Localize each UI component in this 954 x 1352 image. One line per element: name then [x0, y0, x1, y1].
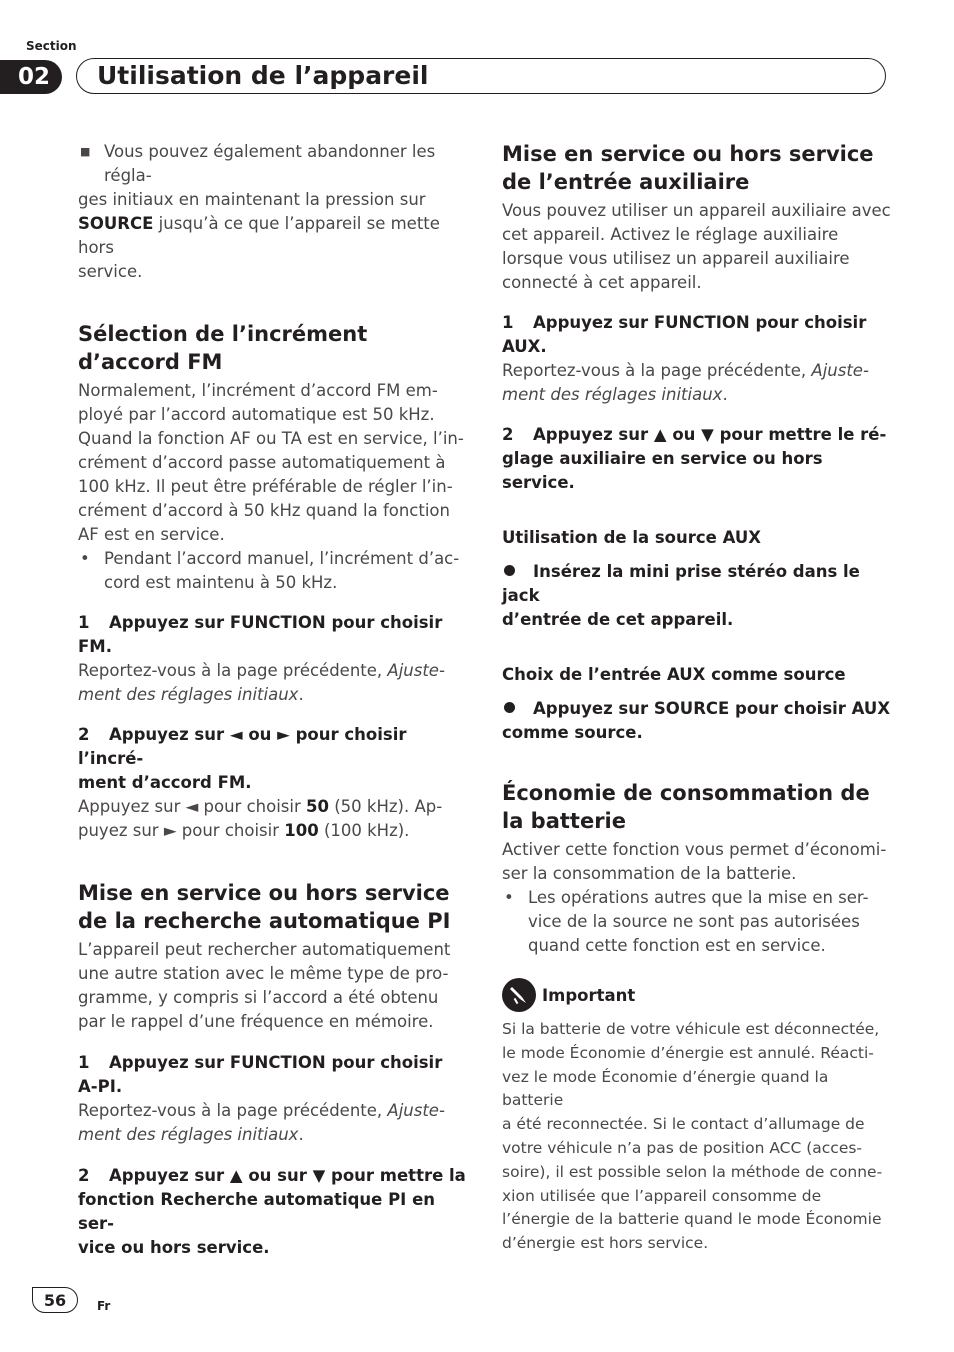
pi-step-1 — [78, 1051, 470, 1099]
heading-aux-input — [502, 140, 894, 196]
text-line: a été reconnectée. Si le contact d’allumage de — [502, 1115, 865, 1134]
step-text: Appuyez sur FUNCTION pour choisir — [109, 1053, 443, 1072]
text-line: votre véhicule n’a pas de position ACC (acces- — [502, 1138, 863, 1157]
use-aux-instruction — [502, 560, 894, 632]
ref-text: . — [298, 1125, 304, 1144]
text-line: xion utilisée que l’appareil consomme de — [502, 1186, 822, 1205]
step-text: Appuyez sur ▲ ou sur ▼ pour mettre la — [109, 1166, 466, 1185]
step-number: 2 — [78, 1166, 90, 1185]
text-line: Vous pouvez utiliser un appareil auxiliaire avec — [502, 201, 891, 220]
text-line: par le rappel d’une fréquence en mémoire. — [78, 1012, 434, 1031]
text-line: Quand la fonction AF ou TA est en service, l’in- — [78, 429, 464, 448]
section-number-badge: 02 — [0, 60, 62, 94]
note-line — [78, 212, 470, 260]
heading-line: de l’entrée auxiliaire — [502, 170, 750, 194]
left-column — [78, 140, 470, 1260]
value-100: 100 — [284, 821, 319, 840]
note-line: Vous pouvez également abandonner les régla- — [104, 142, 436, 185]
heading-line: Mise en service ou hors service — [78, 881, 450, 905]
heading-line: Économie de consommation de — [502, 781, 870, 805]
text-line: 100 kHz. Il peut être préférable de régler l’in- — [78, 477, 453, 496]
step-text: Appuyez sur FUNCTION pour choisir — [109, 613, 443, 632]
detail-text: Appuyez sur ◄ pour choisir — [78, 797, 307, 816]
ref-link-text: Ajuste- — [387, 661, 445, 680]
heading-battery-saving — [502, 779, 894, 835]
text-line: crément d’accord à 50 kHz quand la fonction — [78, 501, 450, 520]
heading-line: la batterie — [502, 809, 627, 833]
step-text: ment d’accord FM. — [78, 773, 252, 792]
step-text: FM. — [78, 637, 112, 656]
ref-text: Reportez-vous à la page précédente, — [502, 361, 812, 380]
text-line: Si la batterie de votre véhicule est déconnectée, — [502, 1020, 880, 1038]
step-number: 2 — [78, 725, 90, 744]
ref-text: . — [298, 685, 304, 704]
important-paragraph — [502, 1018, 894, 1256]
detail-text: (100 kHz). — [318, 821, 410, 840]
detail-text: (50 kHz). Ap- — [328, 797, 443, 816]
fm-step-2-detail — [78, 795, 470, 843]
step-number: 1 — [78, 1053, 90, 1072]
eco-bullet — [502, 886, 894, 958]
square-bullet-icon: ■ — [80, 145, 91, 158]
text-line: gramme, y compris si l’accord a été obtenu — [78, 988, 439, 1007]
step-text: fonction Recherche automatique PI en ser- — [78, 1190, 436, 1233]
step-number: 1 — [502, 313, 514, 332]
heading-use-aux: Utilisation de la source AUX — [502, 528, 761, 547]
step-text: A-PI. — [78, 1077, 123, 1096]
text-line: Normalement, l’incrément d’accord FM em- — [78, 381, 438, 400]
bullet-dot-icon: • — [504, 888, 514, 907]
pi-step-2 — [78, 1164, 470, 1260]
important-label: Important — [542, 985, 636, 1005]
note-line: ges initiaux en maintenant la pression sur — [78, 190, 426, 209]
text-line: cet appareil. Activez le réglage auxiliaire — [502, 225, 839, 244]
text-line: Les opérations autres que la mise en ser- — [528, 888, 869, 907]
step-number: 2 — [502, 425, 514, 444]
ref-link-text: ment des réglages initiaux — [78, 685, 299, 704]
heading-line: d’accord FM — [78, 350, 223, 374]
important-pen-icon — [502, 978, 536, 1012]
pi-paragraph — [78, 938, 470, 1034]
ref-text: . — [722, 385, 728, 404]
text-line: vez le mode Économie d’énergie quand la batterie — [502, 1067, 829, 1110]
ref-text: Reportez-vous à la page précédente, — [78, 661, 388, 680]
step-text: Appuyez sur ◄ ou ► pour choisir l’incré- — [78, 725, 407, 768]
fm-paragraph — [78, 379, 470, 547]
ref-link-text: Ajuste- — [387, 1101, 445, 1120]
aux-paragraph — [502, 199, 894, 295]
text-line: L’appareil peut rechercher automatiquement — [78, 940, 451, 959]
aux-step-1-reference — [502, 359, 894, 407]
heading-line: Sélection de l’incrément — [78, 322, 368, 346]
text-line: AF est en service. — [78, 525, 225, 544]
text-line: crément d’accord passe automatiquement à — [78, 453, 446, 472]
text-line: ployé par l’accord automatique est 50 kHz. — [78, 405, 435, 424]
pi-step-1-reference — [78, 1099, 470, 1147]
heading-line: de la recherche automatique PI — [78, 909, 451, 933]
instruction-text: Insérez la mini prise stéréo dans le jack — [502, 562, 860, 605]
section-label: Section — [26, 39, 77, 53]
page-title: Utilisation de l’appareil — [97, 61, 429, 90]
fm-step-1 — [78, 611, 470, 659]
instruction-text: comme source. — [502, 723, 643, 742]
text-line: d’énergie est hors service. — [502, 1234, 709, 1253]
step-text: Appuyez sur ▲ ou ▼ pour mettre le ré- — [533, 425, 887, 444]
step-number: 1 — [78, 613, 90, 632]
text-line: l’énergie de la batterie quand le mode Économie — [502, 1210, 882, 1229]
fm-step-1-reference — [78, 659, 470, 707]
heading-pi-search — [78, 879, 470, 935]
text-line: vice de la source ne sont pas autorisées — [528, 912, 860, 931]
step-text: Appuyez sur FUNCTION pour choisir — [533, 313, 867, 332]
source-keyword: SOURCE — [78, 214, 154, 233]
heading-line: Mise en service ou hors service — [502, 142, 874, 166]
note-text: jusqu’à ce que l’appareil se mette hors — [78, 214, 440, 257]
filled-circle-icon — [504, 565, 515, 576]
step-text: AUX. — [502, 337, 547, 356]
aux-step-2 — [502, 423, 894, 495]
text-line: lorsque vous utilisez un appareil auxiliaire — [502, 249, 850, 268]
value-50: 50 — [306, 797, 329, 816]
text-line: ser la consommation de la batterie. — [502, 864, 797, 883]
text-line: Activer cette fonction vous permet d’économi- — [502, 840, 887, 859]
detail-text: puyez sur ► pour choisir — [78, 821, 285, 840]
note-initial-settings — [78, 140, 470, 188]
note-line: service. — [78, 262, 143, 281]
instruction-text: d’entrée de cet appareil. — [502, 610, 734, 629]
heading-fm-increment — [78, 320, 470, 376]
filled-circle-icon — [504, 702, 515, 713]
important-heading — [502, 978, 894, 1012]
heading-choose-aux: Choix de l’entrée AUX comme source — [502, 665, 846, 684]
text-line: le mode Économie d’énergie est annulé. Réacti- — [502, 1043, 874, 1062]
ref-link-text: ment des réglages initiaux — [502, 385, 723, 404]
text-line: une autre station avec le même type de pro- — [78, 964, 449, 983]
step-text: glage auxiliaire en service ou hors service. — [502, 449, 823, 492]
ref-link-text: Ajuste- — [811, 361, 869, 380]
text-line: quand cette fonction est en service. — [528, 936, 826, 955]
page-number: 56 — [32, 1287, 78, 1313]
text-line: connecté à cet appareil. — [502, 273, 702, 292]
eco-paragraph — [502, 838, 894, 886]
right-column — [502, 140, 894, 1256]
fm-step-2 — [78, 723, 470, 795]
ref-text: Reportez-vous à la page précédente, — [78, 1101, 388, 1120]
text-line: soire), il est possible selon la méthode de conne- — [502, 1162, 883, 1181]
choose-aux-instruction — [502, 697, 894, 745]
fm-bullet — [78, 547, 470, 595]
ref-link-text: ment des réglages initiaux — [78, 1125, 299, 1144]
step-text: vice ou hors service. — [78, 1238, 270, 1257]
bullet-dot-icon: • — [80, 549, 90, 568]
text-line: cord est maintenu à 50 kHz. — [104, 573, 338, 592]
aux-step-1 — [502, 311, 894, 359]
instruction-text: Appuyez sur SOURCE pour choisir AUX — [533, 699, 891, 718]
language-code: Fr — [97, 1299, 111, 1313]
text-line: Pendant l’accord manuel, l’incrément d’ac- — [104, 549, 460, 568]
